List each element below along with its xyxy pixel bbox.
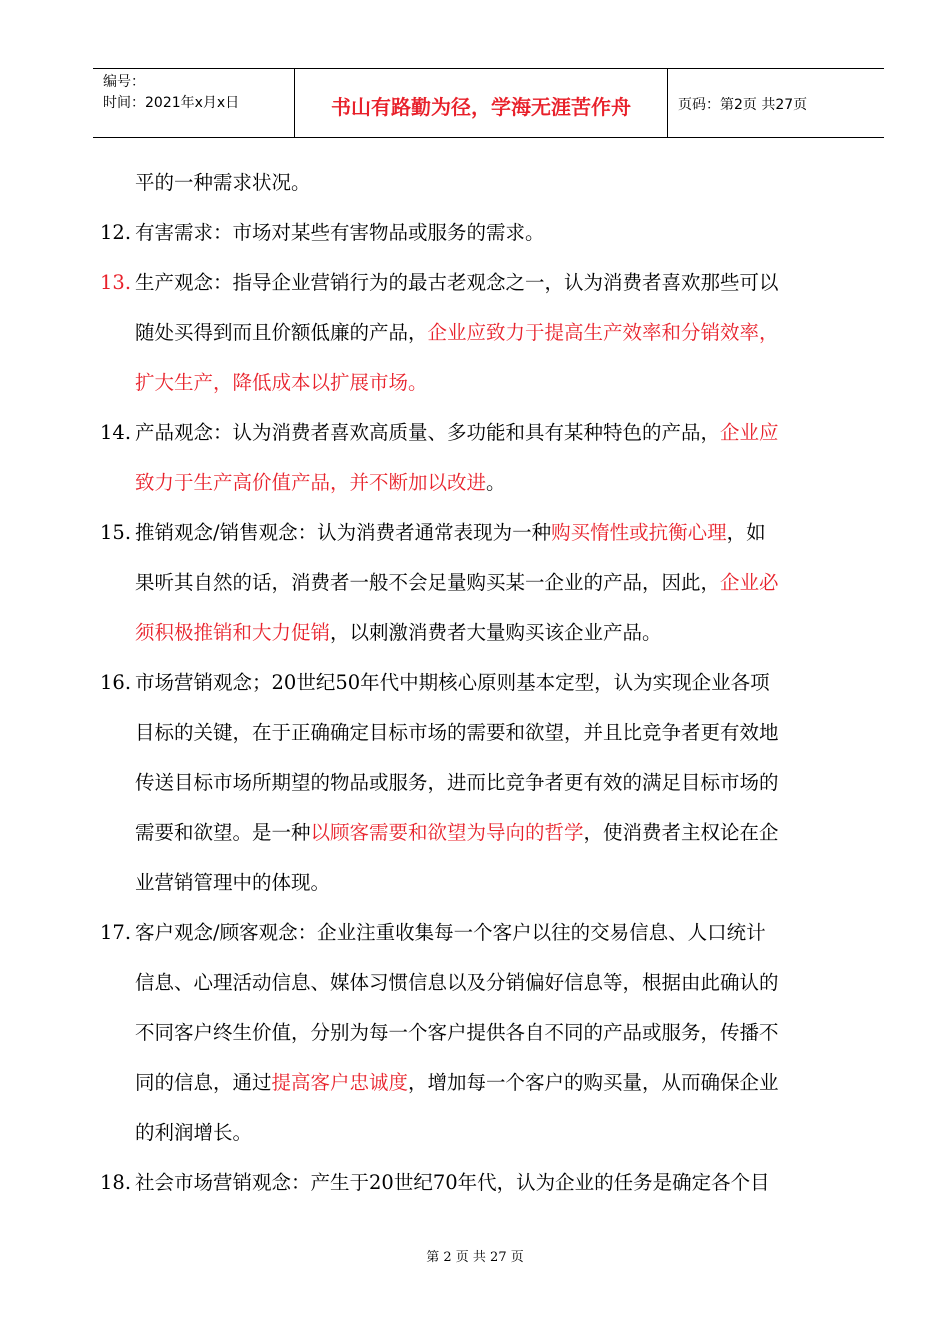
- line-text: [135, 1008, 779, 1058]
- line-text: [135, 858, 330, 908]
- text-line: [100, 708, 880, 758]
- text-segment: 。: [486, 471, 506, 494]
- line-text: [135, 1158, 770, 1208]
- item-number: 15.: [100, 521, 132, 544]
- highlighted-text: 购买惰性或抗衡心理: [551, 521, 727, 544]
- highlighted-text: 扩大生产，降低成本以扩展市场。: [135, 371, 428, 394]
- line-text: [135, 358, 428, 408]
- text-segment: 客户观念/顾客观念：企业注重收集每一个客户以往的交易信息、人口统计: [135, 921, 766, 944]
- text-line: [100, 258, 880, 308]
- item-number: 18.: [100, 1171, 132, 1194]
- text-line: [100, 908, 880, 958]
- text-line: [100, 408, 880, 458]
- text-segment: ，以刺激消费者大量购买该企业产品。: [330, 621, 662, 644]
- line-text: [135, 1058, 779, 1108]
- text-segment: 不同客户终生价值，分别为每一个客户提供各自不同的产品或服务，传播不: [135, 1021, 779, 1044]
- text-segment: ，使消费者主权论在企: [583, 821, 779, 844]
- doc-time-label: 时间：2021年x月x日: [103, 95, 240, 111]
- line-text: [135, 508, 766, 558]
- text-line: [100, 208, 880, 258]
- line-text: [135, 158, 311, 208]
- line-text: [135, 458, 506, 508]
- header-motto-cell: [295, 69, 668, 137]
- text-segment: 社会市场营销观念：产生于20世纪70年代，认为企业的任务是确定各个目: [135, 1171, 770, 1194]
- text-segment: 需要和欲望。是一种: [135, 821, 311, 844]
- item-number: 16.: [100, 671, 132, 694]
- header-page-cell: [668, 69, 884, 137]
- header-meta-cell: [93, 69, 295, 137]
- text-segment: 信息、心理活动信息、媒体习惯信息以及分销偏好信息等，根据由此确认的: [135, 971, 779, 994]
- line-text: [135, 1108, 252, 1158]
- item-number: 13.: [100, 271, 132, 294]
- highlighted-text: 提高客户忠诚度: [271, 1071, 409, 1094]
- text-line: [100, 358, 880, 408]
- header-page-info: 页码：第2页 共27页: [678, 97, 808, 113]
- text-line: [100, 508, 880, 558]
- text-segment: ，增加每一个客户的购买量，从而确保企业: [408, 1071, 779, 1094]
- highlighted-text: 企业应: [720, 421, 779, 444]
- text-line: [100, 308, 880, 358]
- highlighted-text: 须积极推销和大力促销: [135, 621, 331, 644]
- text-line: [100, 1158, 880, 1208]
- text-segment: ，如: [726, 521, 766, 544]
- line-text: [135, 708, 779, 758]
- text-segment: 推销观念/销售观念：认为消费者通常表现为一种: [135, 521, 552, 544]
- text-line: [100, 658, 880, 708]
- item-number: 12.: [100, 221, 132, 244]
- text-segment: 目标的关键，在于正确确定目标市场的需要和欲望，并且比竞争者更有效地: [135, 721, 779, 744]
- line-text: [135, 408, 779, 458]
- text-segment: 果听其自然的话，消费者一般不会足量购买某一企业的产品，因此，: [135, 571, 721, 594]
- highlighted-text: 致力于生产高价值产品，并不断加以改进: [135, 471, 487, 494]
- page-header: [93, 68, 884, 138]
- page-footer: 第 2 页 共 27 页: [426, 1250, 524, 1265]
- text-segment: 传送目标市场所期望的物品或服务，进而比竞争者更有效的满足目标市场的: [135, 771, 779, 794]
- text-line: [100, 1108, 880, 1158]
- highlighted-text: 以顾客需要和欲望为导向的哲学: [310, 821, 584, 844]
- text-line: [100, 558, 880, 608]
- line-text: [135, 208, 545, 258]
- text-line: [100, 1058, 880, 1108]
- doc-number-label: 编号：: [103, 74, 145, 90]
- document-body: [100, 158, 880, 1208]
- line-text: [135, 908, 766, 958]
- text-segment: 市场营销观念；20世纪50年代中期核心原则基本定型，认为实现企业各项: [135, 671, 770, 694]
- text-line: [100, 958, 880, 1008]
- line-text: [135, 258, 779, 308]
- line-text: [135, 558, 779, 608]
- header-motto: 书山有路勤为径，学海无涯苦作舟: [331, 95, 631, 119]
- text-segment: 平的一种需求状况。: [135, 171, 311, 194]
- text-line: [100, 608, 880, 658]
- text-segment: 有害需求：市场对某些有害物品或服务的需求。: [135, 221, 545, 244]
- text-segment: 的利润增长。: [135, 1121, 253, 1144]
- text-segment: 同的信息，通过: [135, 1071, 272, 1094]
- line-text: [135, 658, 770, 708]
- highlighted-text: 企业应致力于提高生产效率和分销效率，: [427, 321, 779, 344]
- line-text: [135, 608, 662, 658]
- text-line: [100, 858, 880, 908]
- highlighted-text: 企业必: [720, 571, 779, 594]
- text-segment: 生产观念：指导企业营销行为的最古老观念之一，认为消费者喜欢那些可以: [135, 271, 779, 294]
- text-line: [100, 758, 880, 808]
- text-segment: 随处买得到而且价额低廉的产品，: [135, 321, 428, 344]
- text-line: [100, 458, 880, 508]
- line-text: [135, 758, 779, 808]
- text-line: [100, 1008, 880, 1058]
- text-line: [100, 158, 880, 208]
- item-number: 14.: [100, 421, 132, 444]
- line-text: [135, 308, 779, 358]
- text-segment: 业营销管理中的体现。: [135, 871, 331, 894]
- text-segment: 产品观念：认为消费者喜欢高质量、多功能和具有某种特色的产品，: [135, 421, 721, 444]
- item-number: 17.: [100, 921, 132, 944]
- line-text: [135, 808, 779, 858]
- line-text: [135, 958, 779, 1008]
- text-line: [100, 808, 880, 858]
